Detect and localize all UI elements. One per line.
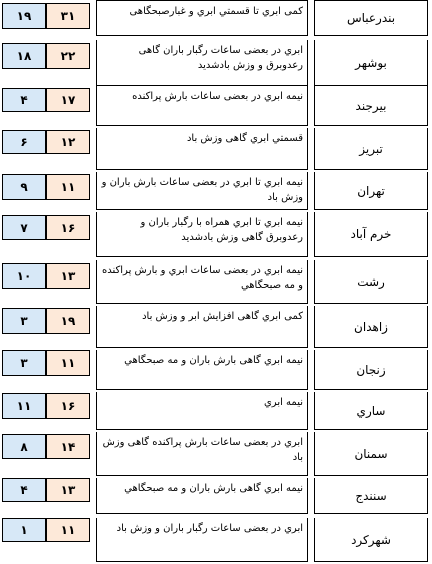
city-name: ساري — [314, 392, 428, 430]
min-temperature-cell: ۱۸ — [2, 43, 46, 69]
forecast-description: قسمتي ابري گاهی وزش باد — [96, 128, 308, 170]
forecast-description: ابري در بعضی ساعات بارش پراکنده گاهی وزش باد — [96, 432, 308, 476]
min-temperature-cell: ۱۰ — [2, 263, 46, 289]
max-temperature-cell: ۱۱ — [46, 518, 90, 542]
city-name: خرم آباد — [314, 212, 428, 257]
forecast-description: نیمه ابري — [96, 392, 308, 430]
forecast-description: کمی ابري گاهی افزایش ابر و وزش باد — [96, 306, 308, 348]
min-temperature-cell: ۴ — [2, 88, 46, 112]
max-temperature-cell: ۱۳ — [46, 263, 90, 289]
city-name: شهرکرد — [314, 518, 428, 562]
table-row — [0, 172, 432, 210]
city-name: تبریز — [314, 128, 428, 170]
table-row — [0, 86, 432, 126]
max-temperature-cell: ۱۷ — [46, 88, 90, 112]
min-temperature-cell: ۷ — [2, 215, 46, 240]
table-row — [0, 350, 432, 390]
forecast-description: نیمه ابري گاهی بارش باران و مه صبحگاهي — [96, 350, 308, 390]
forecast-description: ابري در بعضی ساعات رگبار باران گاهی رعدوبرق و وزش بادشدید — [96, 40, 308, 86]
forecast-description: ابري در بعضی ساعات رگبار باران و وزش باد — [96, 518, 308, 562]
min-temperature-cell: ۴ — [2, 478, 46, 502]
min-temperature-cell: ۳ — [2, 350, 46, 376]
max-temperature-cell: ۱۱ — [46, 350, 90, 376]
table-row — [0, 212, 432, 257]
min-temperature-cell: ۹ — [2, 174, 46, 200]
table-row — [0, 0, 432, 36]
max-temperature-cell: ۱۴ — [46, 434, 90, 459]
city-name: تهران — [314, 172, 428, 210]
max-temperature-cell: ۳۱ — [46, 3, 90, 29]
max-temperature-cell: ۲۲ — [46, 43, 90, 69]
max-temperature-cell: ۱۶ — [46, 393, 90, 419]
city-name: بندرعباس — [314, 0, 428, 36]
forecast-description: کمی ابري تا قسمتي ابري و غبارصبحگاهی — [96, 0, 308, 36]
min-temperature-cell: ۸ — [2, 434, 46, 459]
table-row — [0, 392, 432, 430]
city-name: زاهدان — [314, 306, 428, 348]
table-row — [0, 260, 432, 304]
table-row — [0, 518, 432, 562]
forecast-description: نیمه ابري تا ابري در بعضی ساعات بارش باران و وزش باد — [96, 172, 308, 210]
table-row — [0, 40, 432, 86]
min-temperature-cell: ۳ — [2, 308, 46, 334]
city-name: بیرجند — [314, 86, 428, 126]
forecast-description: نیمه ابري در بعضی ساعات بارش پراکنده — [96, 86, 308, 126]
max-temperature-cell: ۱۹ — [46, 308, 90, 334]
table-row — [0, 478, 432, 514]
min-temperature-cell: ۱۱ — [2, 393, 46, 419]
city-name: سمنان — [314, 432, 428, 476]
max-temperature-cell: ۱۶ — [46, 215, 90, 240]
min-temperature-cell: ۶ — [2, 130, 46, 154]
forecast-description: نیمه ابري در بعضی ساعات ابري و بارش پراکنده و مه صبحگاهي — [96, 260, 308, 304]
table-row — [0, 128, 432, 170]
forecast-description: نیمه ابري تا ابري همراه با رگبار باران و رعدوبرق گاهی وزش بادشدید — [96, 212, 308, 257]
city-name: زنجان — [314, 350, 428, 390]
max-temperature-cell: ۱۲ — [46, 130, 90, 154]
table-row — [0, 306, 432, 348]
min-temperature-cell: ۱۹ — [2, 3, 46, 29]
max-temperature-cell: ۱۳ — [46, 478, 90, 502]
city-name: سنندج — [314, 478, 428, 514]
city-name: بوشهر — [314, 40, 428, 86]
min-temperature-cell: ۱ — [2, 518, 46, 542]
forecast-description: نیمه ابري گاهی بارش باران و مه صبحگاهي — [96, 478, 308, 514]
table-row — [0, 432, 432, 476]
max-temperature-cell: ۱۱ — [46, 174, 90, 200]
city-name: رشت — [314, 260, 428, 304]
